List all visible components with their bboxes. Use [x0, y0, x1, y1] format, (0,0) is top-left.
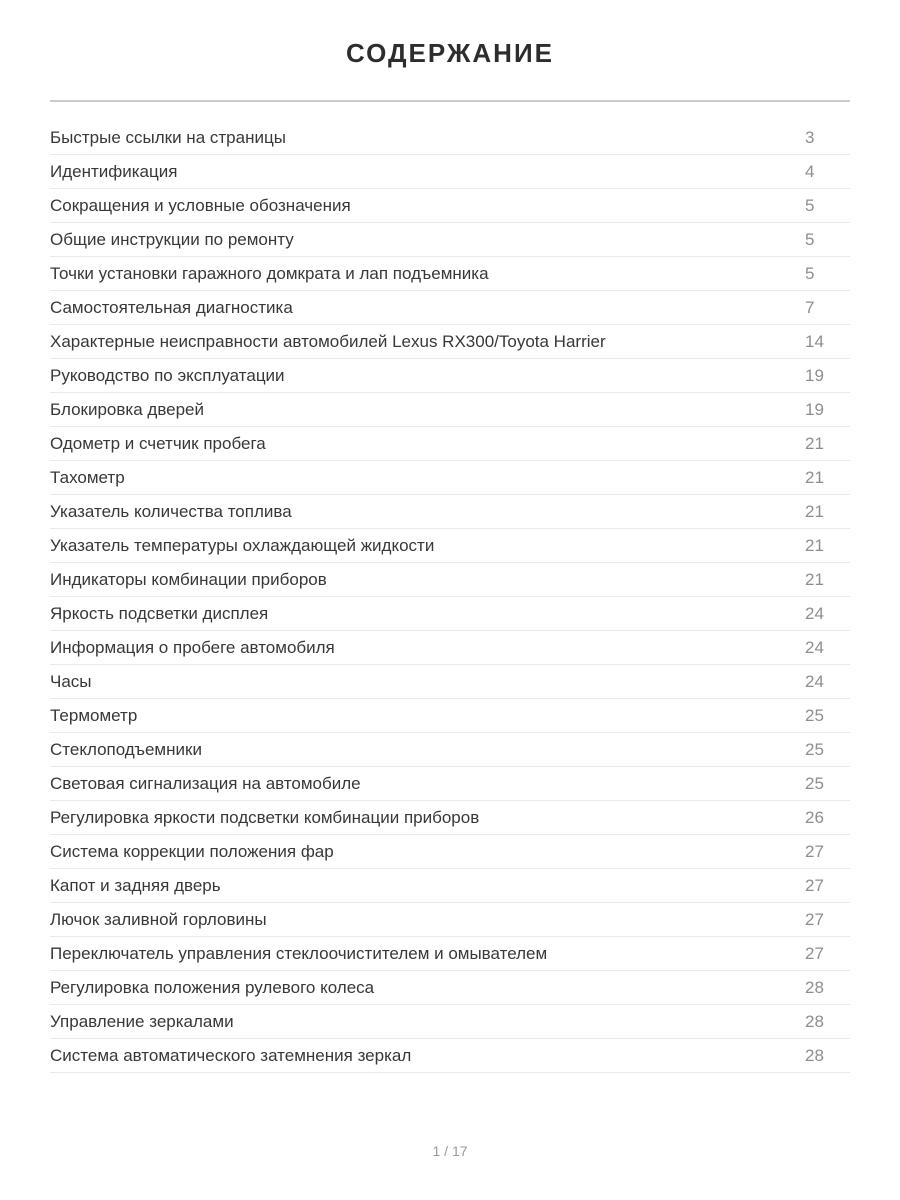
toc-entry-label: Быстрые ссылки на страницы [50, 127, 286, 147]
toc-row[interactable] [50, 359, 850, 393]
toc-entry-page: 19 [805, 365, 824, 385]
toc-entry-page: 28 [805, 977, 824, 997]
toc-entry-page: 5 [805, 229, 815, 249]
toc-entry-page: 14 [805, 331, 824, 351]
toc-entry-label: Руководство по эксплуатации [50, 365, 285, 385]
toc-row[interactable] [50, 767, 850, 801]
toc-row[interactable] [50, 937, 850, 971]
toc-entry-page: 21 [805, 467, 824, 487]
toc-row[interactable] [50, 665, 850, 699]
toc-entry-page: 21 [805, 535, 824, 555]
toc-entry-label: Характерные неисправности автомобилей Lexus RX300/Toyota Harrier [50, 331, 606, 351]
toc-entry-label: Световая сигнализация на автомобиле [50, 773, 361, 793]
toc-entry-label: Часы [50, 671, 92, 691]
toc-row[interactable] [50, 121, 850, 155]
toc-entry-page: 7 [805, 297, 815, 317]
toc-entry-page: 28 [805, 1045, 824, 1065]
toc-entry-label: Термометр [50, 705, 138, 725]
toc-entry-page: 27 [805, 909, 824, 929]
toc-entry-page: 24 [805, 671, 824, 691]
toc-row[interactable] [50, 155, 850, 189]
toc-row[interactable] [50, 393, 850, 427]
toc-row[interactable] [50, 733, 850, 767]
toc-entry-label: Система коррекции положения фар [50, 841, 334, 861]
toc-entry-page: 24 [805, 603, 824, 623]
toc-row[interactable] [50, 631, 850, 665]
toc-entry-label: Регулировка положения рулевого колеса [50, 977, 375, 997]
toc-entry-page: 25 [805, 705, 824, 725]
toc-entry-label: Управление зеркалами [50, 1011, 234, 1031]
toc-row[interactable] [50, 529, 850, 563]
toc-row[interactable] [50, 563, 850, 597]
page-indicator: 1 / 17 [432, 1143, 468, 1159]
toc-entry-label: Общие инструкции по ремонту [50, 229, 294, 249]
toc-entry-label: Самостоятельная диагностика [50, 297, 293, 317]
toc-entry-page: 5 [805, 195, 815, 215]
toc-entry-page: 5 [805, 263, 815, 283]
toc-entry-label: Блокировка дверей [50, 399, 205, 419]
toc-entry-page: 21 [805, 501, 824, 521]
toc-entry-page: 27 [805, 841, 824, 861]
toc-row[interactable] [50, 223, 850, 257]
toc-entry-label: Яркость подсветки дисплея [50, 603, 269, 623]
toc-entry-label: Стеклоподъемники [50, 739, 202, 759]
toc-entry-page: 19 [805, 399, 824, 419]
toc-entry-page: 28 [805, 1011, 824, 1031]
toc-entry-page: 27 [805, 875, 824, 895]
toc-row[interactable] [50, 325, 850, 359]
toc-entry-label: Точки установки гаражного домкрата и лап подъемника [50, 263, 489, 283]
toc-entry-label: Индикаторы комбинации приборов [50, 569, 327, 589]
toc-entry-page: 24 [805, 637, 824, 657]
toc-entry-page: 21 [805, 569, 824, 589]
toc-entry-page: 21 [805, 433, 824, 453]
toc-row[interactable] [50, 971, 850, 1005]
toc-row[interactable] [50, 835, 850, 869]
toc-entry-label: Сокращения и условные обозначения [50, 195, 351, 215]
toc-entry-label: Идентификация [50, 161, 178, 181]
toc-entry-page: 25 [805, 773, 824, 793]
toc-row[interactable] [50, 869, 850, 903]
toc-row[interactable] [50, 1005, 850, 1039]
toc-row[interactable] [50, 597, 850, 631]
toc-row[interactable] [50, 903, 850, 937]
toc-row[interactable] [50, 427, 850, 461]
toc-row[interactable] [50, 257, 850, 291]
toc-list [50, 121, 850, 1073]
toc-entry-label: Тахометр [50, 467, 125, 487]
toc-row[interactable] [50, 495, 850, 529]
toc-entry-label: Информация о пробеге автомобиля [50, 637, 335, 657]
toc-entry-page: 26 [805, 807, 824, 827]
toc-row[interactable] [50, 189, 850, 223]
toc-entry-label: Регулировка яркости подсветки комбинации приборов [50, 807, 480, 827]
toc-entry-label: Система автоматического затемнения зеркал [50, 1045, 412, 1065]
toc-entry-page: 25 [805, 739, 824, 759]
toc-entry-page: 27 [805, 943, 824, 963]
toc-entry-label: Одометр и счетчик пробега [50, 433, 266, 453]
page-title: СОДЕРЖАНИЕ [346, 38, 554, 68]
toc-row[interactable] [50, 801, 850, 835]
toc-row[interactable] [50, 461, 850, 495]
toc-row[interactable] [50, 1039, 850, 1073]
toc-entry-label: Переключатель управления стеклоочистителем и омывателем [50, 943, 548, 963]
toc-entry-page: 4 [805, 161, 815, 181]
toc-entry-label: Указатель количества топлива [50, 501, 292, 521]
toc-row[interactable] [50, 699, 850, 733]
toc-entry-label: Указатель температуры охлаждающей жидкости [50, 535, 435, 555]
toc-entry-page: 3 [805, 127, 815, 147]
toc-entry-label: Лючок заливной горловины [50, 909, 267, 929]
toc-row[interactable] [50, 291, 850, 325]
toc-entry-label: Капот и задняя дверь [50, 875, 221, 895]
title-divider [50, 100, 850, 102]
